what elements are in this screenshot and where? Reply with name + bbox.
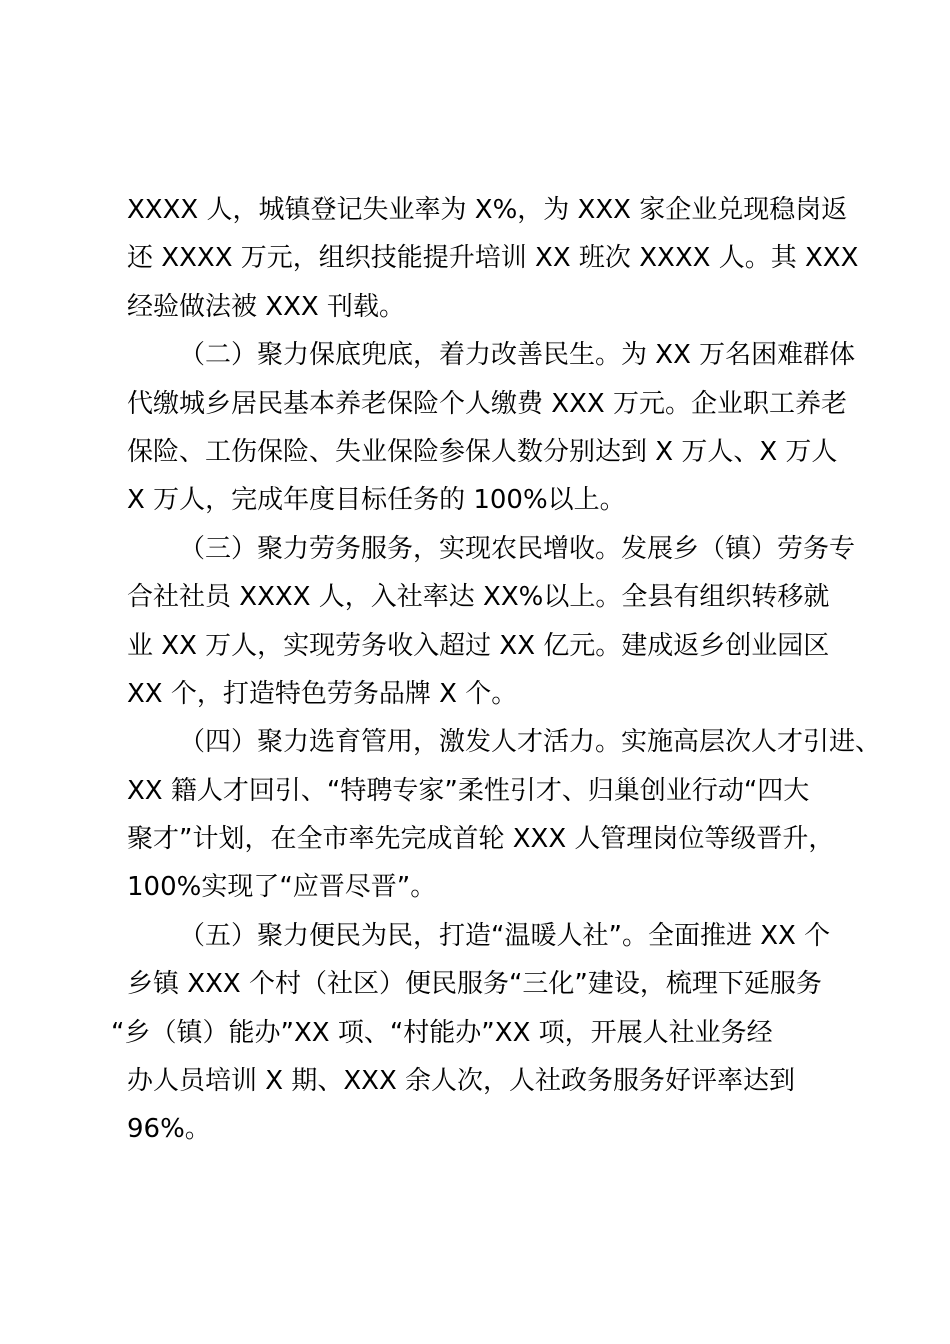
- text-line: 合社社员 XXXX 人，入社率达 XX%以上。全县有组织转移就: [127, 582, 830, 613]
- paragraph-section-2: [127, 331, 856, 525]
- text-line: XX 籍人才回引、“特聘专家”柔性引才、归巢创业行动“四大: [127, 775, 810, 806]
- text-line: （四）聚力选育管用，激发人才活力。实施高层次人才引进、: [179, 727, 882, 758]
- text-line: XX 个，打造特色劳务品牌 X 个。: [127, 678, 518, 709]
- body-text: [111, 186, 882, 1154]
- text-line: XXXX 人，城镇登记失业率为 X%，为 XXX 家企业兑现稳岗返: [127, 195, 848, 225]
- text-line: （三）聚力劳务服务，实现农民增收。发展乡（镇）劳务专: [179, 533, 856, 564]
- text-line: （二）聚力保底兜底，着力改善民生。为 XX 万名困难群体: [179, 340, 856, 371]
- paragraph-section-3: [127, 525, 856, 719]
- text-line: 100%实现了“应晋尽晋”。: [127, 872, 437, 903]
- paragraph-employment-continued: [127, 186, 859, 331]
- text-line: 还 XXXX 万元，组织技能提升培训 XX 班次 XXXX 人。其 XXX: [127, 243, 859, 274]
- text-line: 业 XX 万人，实现劳务收入超过 XX 亿元。建成返乡创业园区: [127, 630, 830, 661]
- text-line: 代缴城乡居民基本养老保险个人缴费 XXX 万元。企业职工养老: [127, 388, 847, 419]
- paragraph-section-4: [127, 718, 882, 912]
- text-line: 聚才”计划，在全市率先完成首轮 XXX 人管理岗位等级晋升，: [127, 824, 835, 855]
- text-line: 经验做法被 XXX 刊载。: [127, 291, 405, 322]
- text-line: “乡（镇）能办”XX 项、“村能办”XX 项，开展人社业务经: [111, 1017, 773, 1048]
- text-line: 办人员培训 X 期、XXX 余人次，人社政务服务好评率达到: [127, 1066, 796, 1097]
- text-line: 乡镇 XXX 个村（社区）便民服务“三化”建设，梳理下延服务: [127, 969, 822, 1000]
- text-line: 保险、工伤保险、失业保险参保人数分别达到 X 万人、X 万人: [127, 436, 838, 467]
- paragraph-section-5: [111, 912, 847, 1154]
- text-line: 96%。: [127, 1114, 211, 1145]
- text-line: （五）聚力便民为民，打造“温暖人社”。全面推进 XX 个: [179, 920, 831, 951]
- text-line: X 万人，完成年度目标任务的 100%以上。: [127, 485, 626, 516]
